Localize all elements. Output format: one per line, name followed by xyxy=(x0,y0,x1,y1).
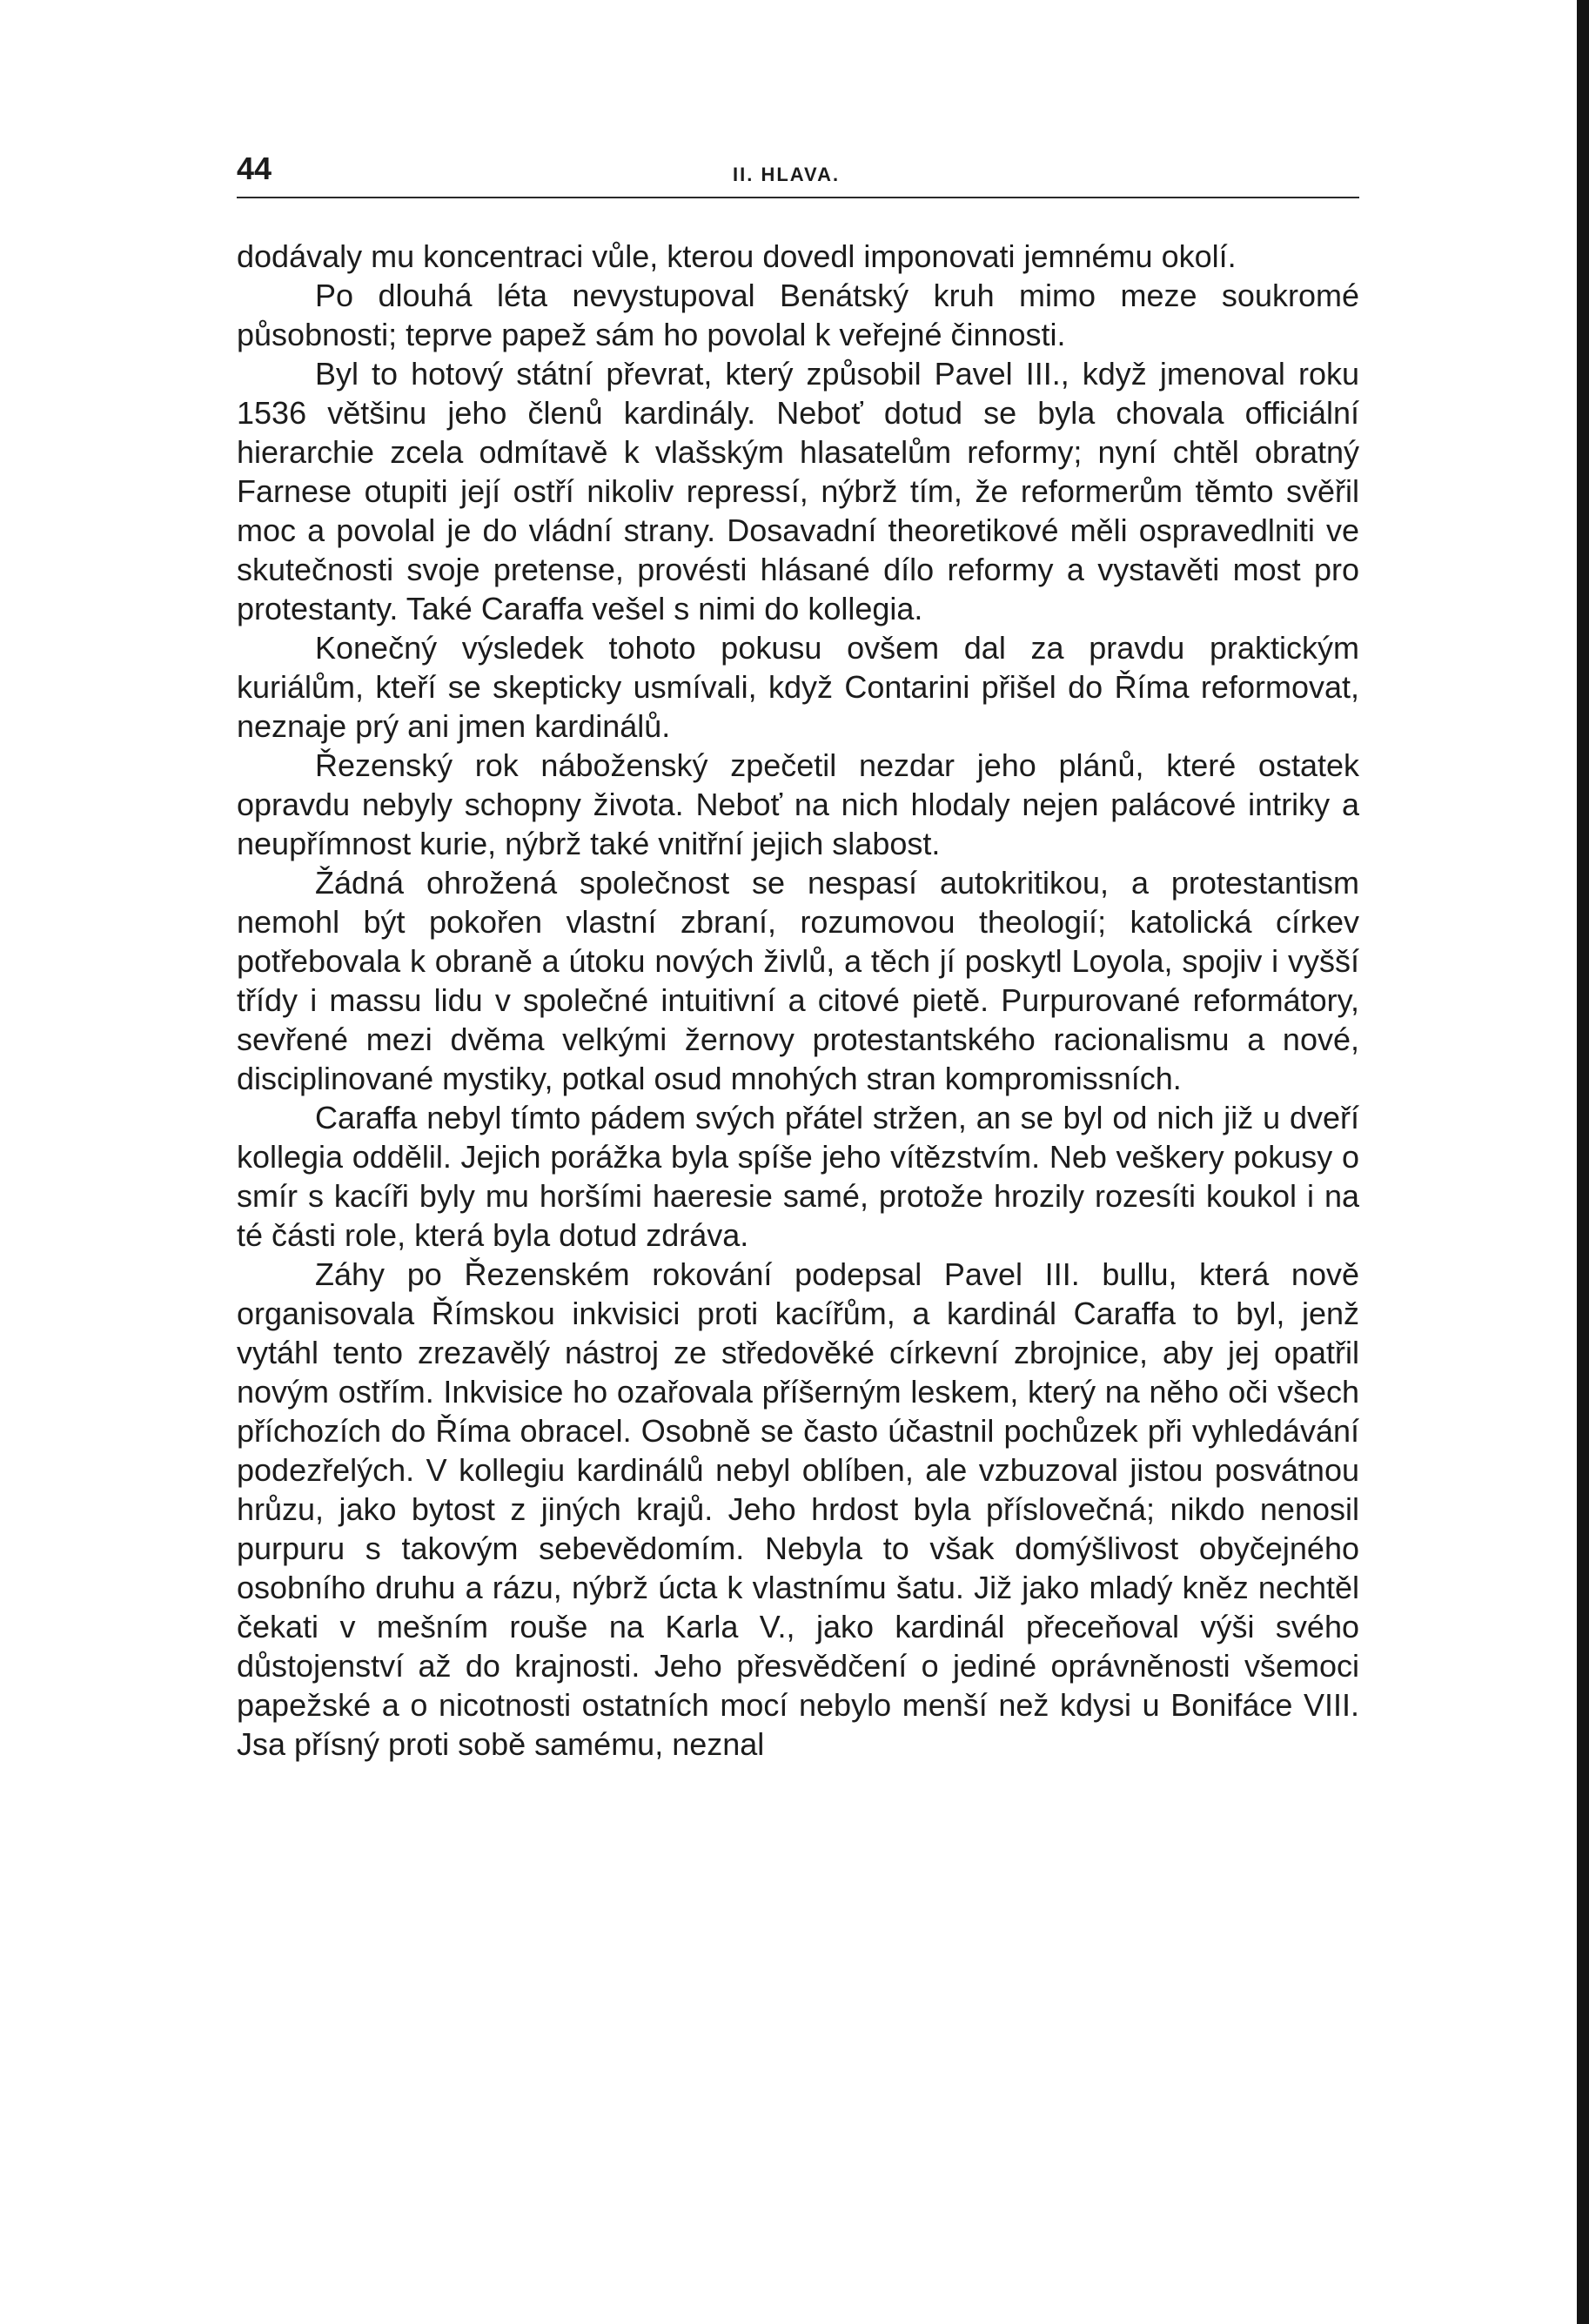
scan-edge-shadow xyxy=(1577,0,1589,2324)
paragraph: Žádná ohrožená společnost se nespasí autokritikou, a protestantism nemohl být pokořen vlastní zbraní, rozumovou theologií; katolická církev potřebovala k obraně a útoku nových živlů, a těch jí poskytl Loyola, spojiv i vyšší třídy i massu lidu v společné intuitivní a citové pietě. Purpurované reformátory, sevřené mezi dvěma velkými žernovy protestantského racionalismu a nové, disciplinované mystiky, potkal osud mnohých stran kompromissních. xyxy=(237,865,1359,1096)
paragraph: Řezenský rok náboženský zpečetil nezdar jeho plánů, které ostatek opravdu nebyly schopny života. Neboť na nich hlodaly nejen palácové intriky a neupřímnost kurie, nýbrž také vnitřní jejich slabost. xyxy=(237,747,1359,861)
page-number: 44 xyxy=(237,151,272,186)
paragraph: Záhy po Řezenském rokování podepsal Pavel III. bullu, která nově organisovala Římskou inkvisici proti kacířům, a kardinál Caraffa to byl, jenž vytáhl tento zrezavělý nástroj ze středověké církevní zbrojnice, aby jej opatřil novým ostřím. Inkvisice ho ozařovala příšerným leskem, který na něho oči všech příchozích do Říma obracel. Osobně se často účastnil pochůzek při vyhledávání podezřelých. V kollegiu kardinálů nebyl oblíben, ale vzbuzoval jistou posvátnou hrůzu, jako bytost z jiných krajů. Jeho hrdost byla příslovečná; nikdo nenosil purpuru s takovým sebevědomím. Nebyla to však domýšlivost obyčejného osobního druhu a rázu, nýbrž úcta k vlastnímu šatu. Již jako mladý kněz nechtěl čekati v mešním rouše na Karla V., jako kardinál přeceňoval výši svého důstojenství až do krajnosti. Jeho přesvědčení o jediné oprávněnosti všemoci papežské a o nicotnosti ostatních mocí nebylo menší než kdysi u Bonifáce VIII. Jsa přísný proti sobě samému, neznal xyxy=(237,1256,1359,1762)
paragraph: Caraffa nebyl tímto pádem svých přátel stržen, an se byl od nich již u dveří kollegia oddělil. Jejich porážka byla spíše jeho vítězstvím. Neb veškery pokusy o smír s kacíři byly mu horšími haeresie samé, protože hrozily rozesíti koukol i na té části role, která byla dotud zdráva. xyxy=(237,1100,1359,1253)
paragraph: Konečný výsledek tohoto pokusu ovšem dal za pravdu praktickým kuriálům, kteří se skepticky usmívali, když Contarini přišel do Říma reformovat, neznaje prý ani jmen kardinálů. xyxy=(237,630,1359,744)
paragraph: Po dlouhá léta nevystupoval Benátský kruh mimo meze soukromé působnosti; teprve papež sám ho povolal k veřejné činnosti. xyxy=(237,278,1359,352)
body-text xyxy=(237,237,1359,1764)
paragraph-continued: dodávaly mu koncentraci vůle, kterou dovedl imponovati jemnému okolí. xyxy=(237,238,1237,274)
chapter-title: II. HLAVA. xyxy=(733,164,841,185)
paragraph: Byl to hotový státní převrat, který způsobil Pavel III., když jmenoval roku 1536 většinu jeho členů kardinály. Neboť dotud se byla chovala officiální hierarchie zcela odmítavě k vlašským hlasatelům reformy; nyní chtěl obratný Farnese otupiti její ostří nikoliv repressí, nýbrž tím, že reformerům těmto svěřil moc a povolal je do vládní strany. Dosavadní theoretikové měli ospravedlniti ve skutečnosti svoje pretense, provésti hlásané dílo reformy a vystavěti most pro protestanty. Také Caraffa vešel s nimi do kollegia. xyxy=(237,356,1359,626)
book-page xyxy=(237,148,1359,1764)
running-head xyxy=(237,148,1359,198)
